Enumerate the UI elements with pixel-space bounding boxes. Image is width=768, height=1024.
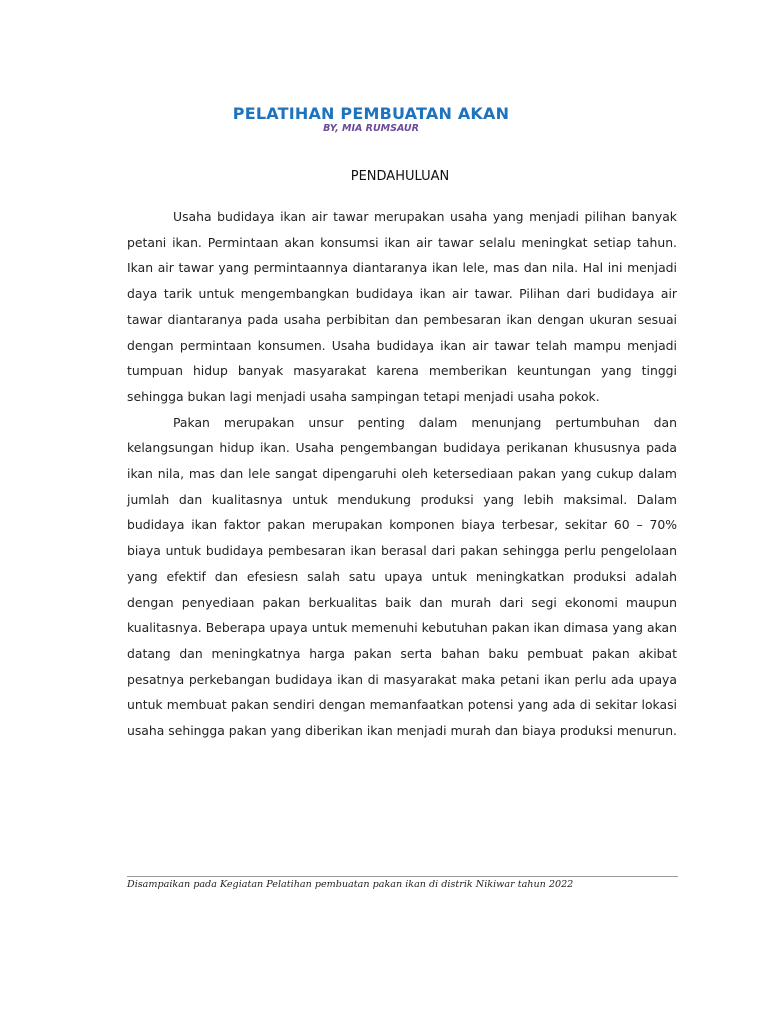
- body-text: [127, 204, 677, 744]
- footer-divider: [127, 876, 678, 877]
- footer-note: Disampaikan pada Kegiatan Pelatihan pembuatan pakan ikan di distrik Nikiwar tahun 2022: [127, 879, 574, 890]
- document-author: BY, MIA RUMSAUR: [323, 123, 419, 134]
- section-heading: PENDAHULUAN: [350, 169, 450, 184]
- paragraph-2: Pakan merupakan unsur penting dalam menunjang pertumbuhan dan kelangsungan hidup ikan. Usaha pengembangan budidaya perikanan khususnya pada ikan nila, mas dan lele sangat dipengaruhi oleh ketersediaan pakan yang cukup dalam jumlah dan kualitasnya untuk mendukung produksi yang lebih maksimal. Dalam budidaya ikan faktor pakan merupakan komponen biaya terbesar, sekitar 60 – 70% biaya untuk budidaya pembesaran ikan berasal dari pakan sehingga perlu pengelolaan yang efektif dan efesiesn salah satu upaya untuk meningkatkan produksi adalah dengan penyediaan pakan berkualitas baik dan murah dari segi ekonomi maupun kualitasnya. Beberapa upaya untuk memenuhi kebutuhan pakan ikan dimasa yang akan datang dan meningkatnya harga pakan serta bahan baku pembuat pakan akibat pesatnya perkebangan budidaya ikan di masyarakat maka petani ikan perlu ada upaya untuk membuat pakan sendiri dengan memanfaatkan potensi yang ada di sekitar lokasi usaha sehingga pakan yang diberikan ikan menjadi murah dan biaya produksi menurun.: [127, 414, 677, 739]
- document-title: PELATIHAN PEMBUATAN AKAN: [232, 104, 510, 123]
- paragraph-1: Usaha budidaya ikan air tawar merupakan usaha yang menjadi pilihan banyak petani ikan. Permintaan akan konsumsi ikan air tawar selalu meningkat setiap tahun. Ikan air tawar yang permintaannya diantaranya ikan lele, mas dan nila. Hal ini menjadi daya tarik untuk mengembangkan budidaya ikan air tawar. Pilihan dari budidaya air tawar diantaranya pada usaha perbibitan dan pembesaran ikan dengan ukuran sesuai dengan permintaan konsumen. Usaha budidaya ikan air tawar telah mampu menjadi tumpuan hidup banyak masyarakat karena memberikan keuntungan yang tinggi sehingga bukan lagi menjadi usaha sampingan tetapi menjadi usaha pokok.: [127, 209, 677, 404]
